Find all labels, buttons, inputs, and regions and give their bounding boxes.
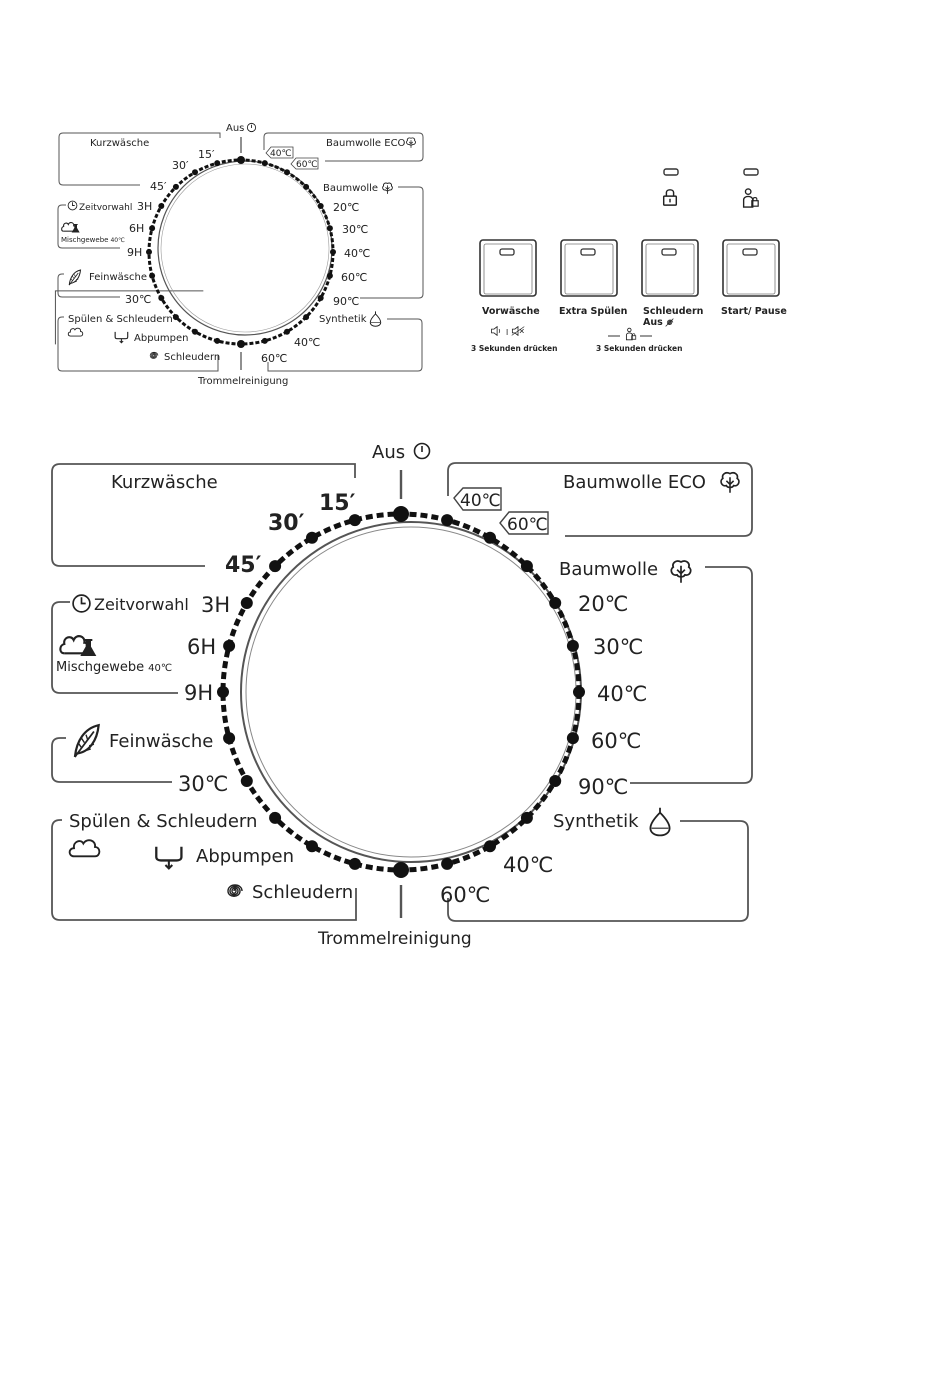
- small-drain-label: Abpumpen: [134, 333, 189, 344]
- clock-icon: [68, 201, 77, 210]
- quick-time-45: 45′: [225, 553, 262, 578]
- small-position-dot[interactable]: [214, 160, 220, 166]
- cotton-flower-icon: [721, 473, 739, 493]
- drum-ring-inner: [246, 527, 576, 857]
- program-delay-label: Zeitvorwahl: [94, 595, 189, 614]
- prewash-button[interactable]: [480, 240, 536, 296]
- child-lock-icon: [626, 328, 635, 340]
- position-dot[interactable]: [549, 775, 561, 787]
- small-synthetic-60: 60℃: [261, 352, 288, 365]
- extra-rinse-button[interactable]: [561, 240, 617, 296]
- small-position-dot[interactable]: [284, 329, 290, 335]
- position-dot[interactable]: [567, 732, 579, 744]
- cotton-temp-30: 30℃: [593, 635, 644, 659]
- feather-icon: [69, 270, 80, 285]
- mute-icon: [512, 327, 525, 336]
- power-icon: [247, 123, 255, 131]
- small-delicates-30: 30℃: [125, 293, 152, 306]
- small-quick-15: 15′: [198, 148, 215, 161]
- drop-icon: [650, 808, 669, 836]
- position-dot[interactable]: [241, 597, 253, 609]
- position-dot[interactable]: [269, 812, 281, 824]
- drain-icon: [115, 332, 128, 343]
- delay-time-3h: 3H: [201, 593, 231, 617]
- small-mixed-label: Mischgewebe 40℃: [61, 236, 125, 244]
- small-position-dot[interactable]: [318, 203, 324, 209]
- off-label: Aus: [372, 442, 406, 463]
- feather-icon: [75, 725, 99, 757]
- position-dot[interactable]: [393, 862, 409, 878]
- small-off-label: Aus: [226, 123, 245, 134]
- position-dot[interactable]: [484, 840, 496, 852]
- extra-rinse-label: Extra Spülen: [559, 306, 628, 317]
- lock-icon: [664, 190, 677, 205]
- spin-off-icon: [666, 319, 674, 327]
- position-dot[interactable]: [484, 532, 496, 544]
- small-delay-3h: 3H: [137, 200, 153, 213]
- program-spin-label: Schleudern: [252, 882, 354, 903]
- position-dot[interactable]: [441, 514, 453, 526]
- program-delicates-label: Feinwäsche: [109, 731, 214, 752]
- position-dot[interactable]: [567, 640, 579, 652]
- frame-synthetic: [448, 821, 748, 921]
- prewash-label: Vorwäsche: [482, 306, 540, 317]
- small-cotton-40: 40℃: [344, 247, 371, 260]
- quick-time-15: 15′: [319, 491, 356, 516]
- start-pause-button[interactable]: [723, 240, 779, 296]
- drum-clean-label: Trommelreinigung: [318, 929, 472, 949]
- small-cotton-60: 60℃: [341, 271, 368, 284]
- synthetic-temp-60: 60℃: [440, 883, 491, 907]
- child-lock-icon: [744, 189, 759, 207]
- small-dial-track: [146, 156, 336, 348]
- cotton-temp-40: 40℃: [597, 682, 648, 706]
- program-cotton-label: Baumwolle: [559, 559, 659, 580]
- small-drum-clean-label: Trommelreinigung: [198, 376, 289, 387]
- position-dot[interactable]: [349, 858, 361, 870]
- program-rinse-spin-label: Spülen & Schleudern: [69, 811, 258, 832]
- cotton-temp-60: 60℃: [591, 729, 642, 753]
- spin-icon: [228, 885, 242, 896]
- position-dot[interactable]: [241, 775, 253, 787]
- small-position-dot[interactable]: [237, 340, 245, 348]
- small-quick-label: Kurzwäsche: [90, 138, 150, 149]
- small-spin-label: Schleudern: [164, 352, 221, 363]
- small-position-dot[interactable]: [158, 295, 164, 301]
- small-position-dot[interactable]: [149, 225, 155, 231]
- cotton-flower-icon: [383, 183, 393, 194]
- position-dot[interactable]: [441, 858, 453, 870]
- power-icon: [415, 444, 430, 459]
- position-dot[interactable]: [521, 812, 533, 824]
- position-dot[interactable]: [573, 686, 585, 698]
- delay-time-6h: 6H: [187, 635, 217, 659]
- lock-led: [664, 169, 678, 175]
- position-dot[interactable]: [269, 560, 281, 572]
- position-dot[interactable]: [393, 506, 409, 522]
- sound-separator: I: [506, 328, 509, 337]
- spin-off-sub-label: Aus: [643, 317, 663, 328]
- cotton-flower-icon: [671, 561, 690, 583]
- position-dot[interactable]: [306, 532, 318, 544]
- small-position-dot[interactable]: [327, 273, 333, 279]
- small-delay-6h: 6H: [129, 222, 145, 235]
- delicates-temp-30: 30℃: [178, 772, 229, 796]
- small-cotton-30: 30℃: [342, 223, 369, 236]
- small-position-dot[interactable]: [146, 249, 152, 255]
- small-cotton-90: 90℃: [333, 295, 360, 308]
- small-delicates-label: Feinwäsche: [89, 272, 147, 283]
- small-quick-30: 30′: [172, 159, 189, 172]
- delay-time-9h: 9H: [184, 681, 214, 705]
- small-eco-40: 40℃: [270, 149, 292, 159]
- drain-icon: [156, 847, 181, 869]
- cotton-temp-90: 90℃: [578, 775, 629, 799]
- small-drum-ring-inner: [161, 164, 329, 332]
- small-position-dot[interactable]: [214, 338, 220, 344]
- eco-temp-40: 40℃: [460, 491, 501, 511]
- child-lock-hint: 3 Sekunden drücken: [596, 344, 683, 353]
- small-position-dot[interactable]: [284, 169, 290, 175]
- spin-icon: [150, 352, 158, 358]
- position-dot[interactable]: [217, 686, 229, 698]
- small-position-dot[interactable]: [149, 273, 155, 279]
- mixed-fabric-icon: [62, 223, 80, 233]
- small-position-dot[interactable]: [192, 329, 198, 335]
- speaker-icon: [492, 327, 500, 336]
- small-eco-label: Baumwolle ECO: [326, 138, 406, 149]
- program-mixed-label: Mischgewebe 40℃: [56, 660, 173, 675]
- small-position-dot[interactable]: [330, 249, 336, 255]
- synthetic-temp-40: 40℃: [503, 853, 554, 877]
- sound-hint: 3 Sekunden drücken: [471, 344, 558, 353]
- small-position-dot[interactable]: [158, 203, 164, 209]
- small-delay-label: Zeitvorwahl: [79, 203, 133, 213]
- program-quick-label: Kurzwäsche: [111, 472, 218, 493]
- child-lock-led: [744, 169, 758, 175]
- program-cotton-eco-label: Baumwolle ECO: [563, 472, 706, 493]
- button-panel: [471, 169, 787, 353]
- position-dot[interactable]: [223, 732, 235, 744]
- small-cotton-label: Baumwolle: [323, 183, 379, 194]
- small-position-dot[interactable]: [262, 160, 268, 166]
- start-pause-label: Start/ Pause: [721, 306, 787, 317]
- cotton-temp-20: 20℃: [578, 592, 629, 616]
- clock-icon: [73, 595, 90, 612]
- small-position-dot[interactable]: [318, 295, 324, 301]
- frame-cotton: [630, 567, 752, 783]
- small-program-dial-drawing: [58, 123, 423, 387]
- small-position-dot[interactable]: [173, 314, 179, 320]
- small-frame-synthetic: [268, 319, 422, 371]
- small-position-dot[interactable]: [192, 169, 198, 175]
- small-position-dot[interactable]: [303, 184, 309, 190]
- drop-icon: [370, 311, 380, 326]
- program-drain-label: Abpumpen: [196, 846, 295, 867]
- position-dot[interactable]: [549, 597, 561, 609]
- small-position-dot[interactable]: [173, 184, 179, 190]
- small-quick-45: 45′: [150, 180, 167, 193]
- mixed-fabric-icon: [60, 636, 96, 656]
- frame-delay: [52, 602, 178, 693]
- small-synthetic-40: 40℃: [294, 336, 321, 349]
- frame-rinse: [52, 820, 356, 920]
- small-rinse-label: Spülen & Schleudern: [68, 314, 173, 325]
- small-eco-60: 60℃: [296, 160, 318, 170]
- eco-temp-60: 60℃: [507, 515, 548, 535]
- position-dot[interactable]: [223, 640, 235, 652]
- cloud-icon: [70, 840, 100, 856]
- dial-track: [217, 506, 585, 878]
- small-position-dot[interactable]: [303, 314, 309, 320]
- position-dot[interactable]: [521, 560, 533, 572]
- small-frame-cotton: [360, 187, 423, 298]
- quick-time-30: 30′: [268, 511, 305, 536]
- small-position-dot[interactable]: [237, 156, 245, 164]
- small-position-dot[interactable]: [327, 225, 333, 231]
- cloud-icon: [68, 328, 82, 336]
- program-dial: [52, 442, 752, 949]
- position-dot[interactable]: [306, 840, 318, 852]
- spin-off-button[interactable]: [642, 240, 698, 296]
- small-delay-9h: 9H: [127, 246, 143, 259]
- cotton-flower-icon: [407, 138, 416, 148]
- small-cotton-20: 20℃: [333, 201, 360, 214]
- small-synthetic-label: Synthetik: [319, 314, 367, 325]
- spin-label: Schleudern: [643, 306, 704, 317]
- small-position-dot[interactable]: [262, 338, 268, 344]
- program-synthetic-label: Synthetik: [553, 811, 639, 832]
